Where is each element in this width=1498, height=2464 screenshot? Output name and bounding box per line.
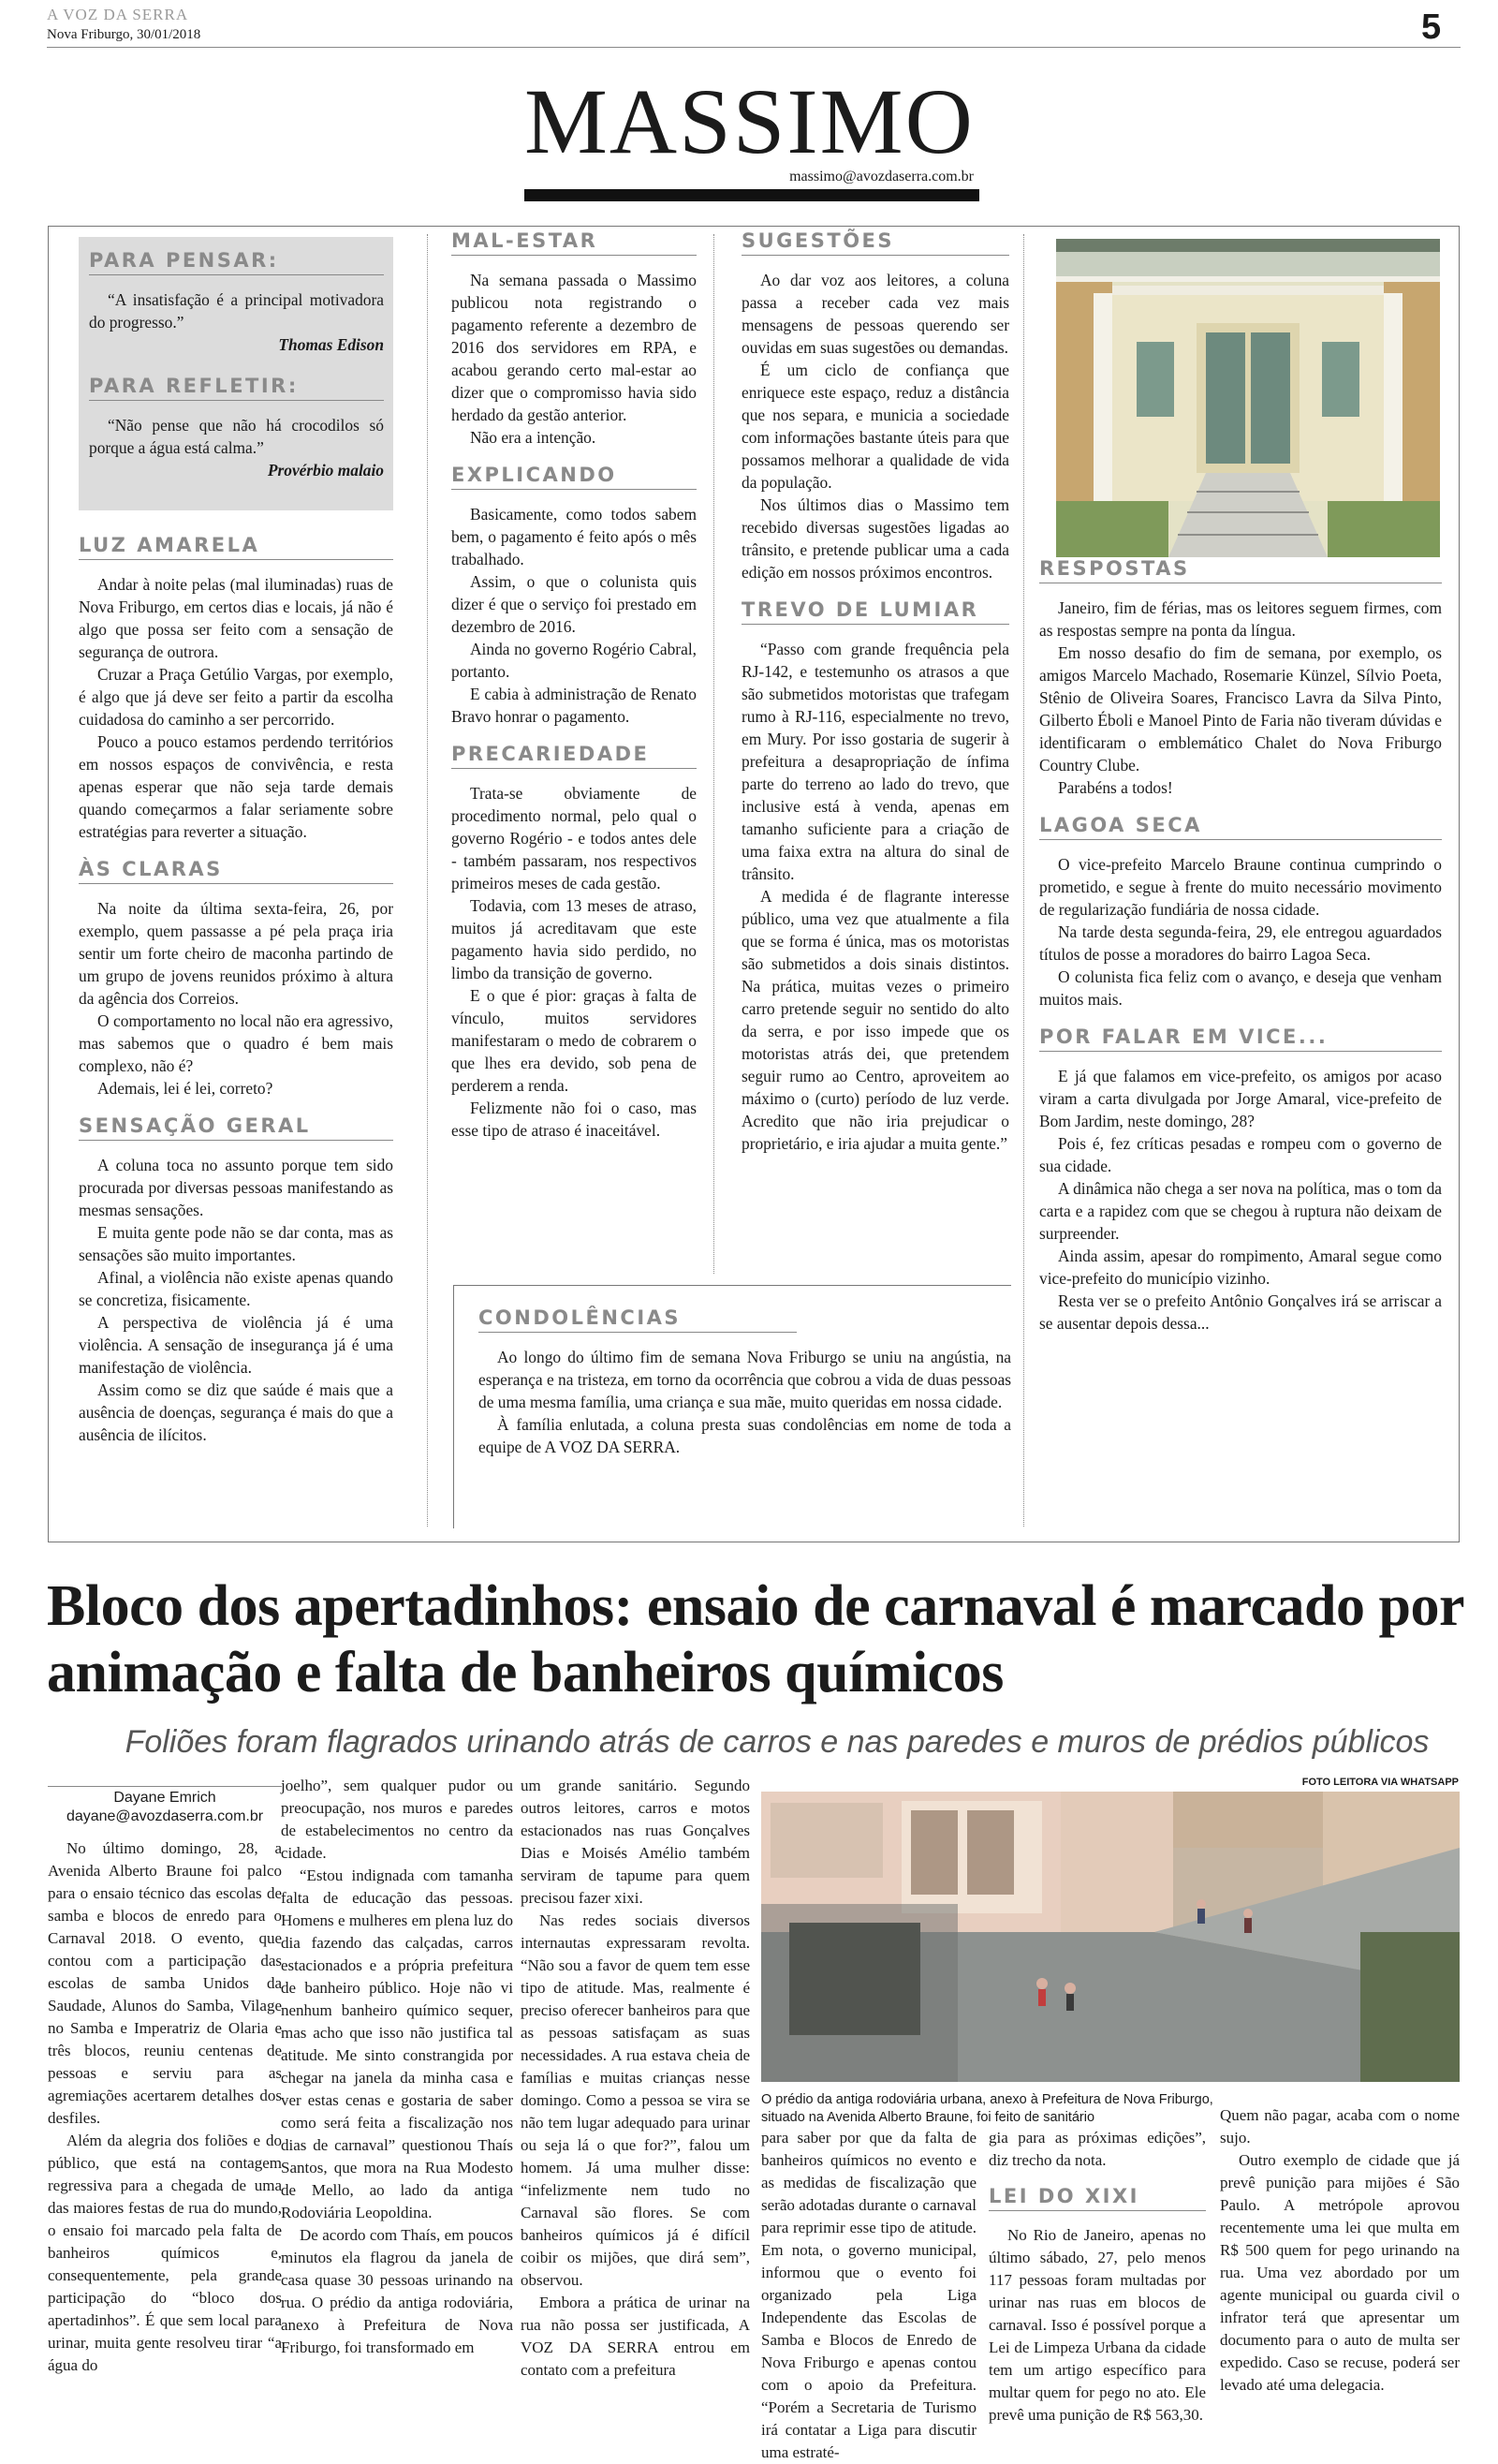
article-col-4 [761,2127,977,2464]
author-name: Dayane Emrich [113,1790,216,1806]
quote-section-pensar [89,249,384,481]
quote-text: “A insatisfação é a principal motivadora do progresso.” [89,290,384,332]
paragraph: A coluna toca no assunto porque tem sido procurada por diversas pessoas manifestando as mesmas sensações. [79,1156,393,1219]
paragraph: Ainda no governo Rogério Cabral, portanto. [451,640,697,681]
paragraph: Não era a intenção. [470,428,596,447]
paragraph: Pouco a pouco estamos perdendo territórios em nossos espaços de convivência, e resta apenas esperar que não seja tarde demais quando começarmos a falar seriamente sobre estratégias para reverter a situação. [79,732,393,841]
paragraph: Assim como se diz que saúde é mais que a ausência de doenças, segurança é mais do que a ausência de ilícitos. [79,1380,393,1444]
paragraph: Ao longo do último fim de semana Nova Friburgo se uniu na angústia, na esperança e na tristeza, em torno da ocorrência que cobrou a vida de duas pessoas de uma mesma família, uma criança e sua mãe, muito queridas em nossa cidade. [478,1348,1011,1411]
paragraph: Andar à noite pelas (mal iluminadas) ruas de Nova Friburgo, em certos dias e locais, já não é algo que possa ser feito com a sensação de segurança de outrora. [79,575,393,661]
paragraph: Trata-se obviamente de procedimento normal, pelo qual o governo Rogério - e todos antes dele - também passaram, nos respectivos primeiros meses de cada gestão. [451,784,697,893]
paragraph: Outro exemplo de cidade que já prevê punição para mijões é São Paulo. A metrópole aprovou recentemente uma lei que multa em R$ 500 quem for pego urinando na rua. Uma vez abordado por um agente municipal ou guarda civil o infrator terá que apresentar um documento para o auto de multa ser expedido. Caso se recuse, poderá ser levado até uma delegacia. [1220,2151,1460,2394]
section-head: TREVO DE LUMIAR [742,598,1009,625]
paragraph: Resta ver se o prefeito Antônio Gonçalves irá se arriscar a se ausentar depois dessa... [1039,1291,1442,1333]
newspaper-name: A VOZ DA SERRA [47,6,189,23]
paragraph: Ademais, lei é lei, correto? [97,1079,273,1098]
page-number: 5 [1421,7,1442,47]
paragraph: A dinâmica não chega a ser nova na política, mas o tom da carta e a rapidez com que se chegou à ruptura não deixam de surpreender. [1039,1179,1442,1243]
section-head: LAGOA SECA [1039,814,1442,840]
paragraph: De acordo com Thaís, em poucos minutos ela flagrou da janela de casa quase 30 pessoas urinando na rua. O prédio da antiga rodoviária, anexo à Prefeitura de Nova Friburgo, foi transformado em [281,2226,513,2356]
section-head: LEI DO XIXI [989,2185,1206,2211]
paragraph: Basicamente, como todos sabem bem, o pagamento é feito após o mês trabalhado. [451,505,697,568]
paragraph: A perspectiva de violência já é uma violência. A sensação de insegurança já é uma manifestação de violência. [79,1313,393,1377]
paragraph: E muita gente pode não se dar conta, mas as sensações são muito importantes. [79,1223,393,1264]
section-head: PARA PENSAR: [89,249,384,275]
author-email: dayane@avozdaserra.com.br [66,1808,264,1824]
paragraph: Felizmente não foi o caso, mas esse tipo de atraso é inaceitável. [451,1099,697,1140]
paragraph: A medida é de flagrante interesse público, uma vez que atualmente a fila que se forma é única, mas os motoristas são submetidos a dois sinais distintos. Na prática, muitas vezes o primeiro carro pretende seguir no sentido do alto da serra, e por isso impede que os motoristas atrás dei, que pretendem seguir rumo ao Centro, aproveitem ao máximo o (curto) período de luz verde. Acredito que não iria prejudicar o proprietário, e iria ajudar a muita gente.” [742,887,1009,1153]
paragraph: Quem não pagar, acaba com o nome sujo. [1220,2106,1460,2147]
column-1-body [79,534,393,1446]
section-head: POR FALAR EM VICE... [1039,1025,1442,1052]
paragraph: E cabia à administração de Renato Bravo honrar o pagamento. [451,685,697,726]
paragraph: “Passo com grande frequência pela RJ-142, e testemunho os atrasos a que são submetidos motoristas que trafegam rumo à RJ-116, especialmente no trevo, em Mury. Por isso gostaria de sugerir à prefeitura a desapropriação de ínfima parte do terreno ao lado do trevo, que inclusive está à venda, apenas em tamanho suficiente para a criação de uma faixa extra na altura do sinal de trânsito. [742,640,1009,883]
paragraph: Pois é, fez críticas pesadas e rompeu com o governo de sua cidade. [1039,1134,1442,1175]
bus-station-photo [761,1792,1460,2082]
quote-author: Provérbio malaio [267,461,384,480]
column-3-body [742,229,1009,1155]
header-rule [47,47,1461,48]
paragraph: Parabéns a todos! [1058,778,1173,797]
article-col-3 [521,1775,750,2382]
paragraph: Cruzar a Praça Getúlio Vargas, por exemplo, é algo que já deve ser feito a partir da escolha cuidadosa do caminho a ser percorrido. [79,665,393,729]
article-col-2 [281,1775,513,2359]
paragraph: O comportamento no local não era agressivo, mas sabemos que o quadro é bem mais complexo, não é? [79,1011,393,1075]
paragraph: É um ciclo de confiança que enriquece este espaço, reduz a distância que nos separa, e municia a sociedade com informações bastante úteis para que possamos melhorar a qualidade de vida da população. [742,361,1009,492]
article-col-1 [48,1837,282,2377]
paragraph: No Rio de Janeiro, apenas no último sábado, 27, pelo menos 117 pessoas foram multadas por urinar nas ruas em blocos de carnaval. Isso é possível porque a Lei de Limpeza Urbana da cidade tem um artigo específico para multar quem for pego no ato. Ele prevê uma punição de R$ 563,30. [989,2226,1206,2424]
paragraph: um grande sanitário. Segundo outros leitores, carros e motos estacionados nas ruas Gonçalves Dias e Moisés Amélio também serviram de tapume para quem precisou fazer xixi. [521,1777,750,1907]
article-subheadline: Foliões foram flagrados urinando atrás de carros e nas paredes e muros de prédios públicos [125,1724,1430,1760]
section-head: CONDOLÊNCIAS [478,1306,797,1333]
column-divider [427,234,428,1527]
article-col-6 [1220,2104,1460,2397]
paragraph: Ainda assim, apesar do rompimento, Amaral segue como vice-prefeito do município vizinho. [1039,1247,1442,1288]
masthead-bar [524,189,979,201]
paragraph: Nas redes sociais diversos internautas expressaram revolta. “Não sou a favor de quem tem esse tipo de atitude. Mas, realmente é preciso oferecer banheiros para que as pessoas satisfaçam as suas necessidades. A rua estava cheia de famílias e muitas crianças nesse domingo. Como a pessoa se vira se não tem lugar adequado para urinar ou seja lá o que for?”, falou um homem. Já uma mulher disse: “infelizmente nem tudo no Carnaval são flores. Se com banheiros químicos já é difícil coibir os mijões, que dirá sem”, observou. [521,1911,750,2289]
column-divider [713,234,714,1274]
article-col-5 [989,2127,1206,2427]
section-head: EXPLICANDO [451,464,697,490]
column-title: MASSIMO [524,69,975,173]
section-head: MAL-ESTAR [451,229,697,256]
section-head: ÀS CLARAS [79,858,393,884]
quote-author: Thomas Edison [278,335,384,354]
paragraph: E o que é pior: graças à falta de vínculo, muitos servidores manifestaram o medo de cobrarem o que lhes era devido, sob pena de perderem a renda. [451,986,697,1095]
edition-date: Nova Friburgo, 30/01/2018 [47,27,201,42]
quote-text: “Não pense que não há crocodilos só porque a água está calma.” [89,416,384,457]
paragraph: Na noite da última sexta-feira, 26, por exemplo, quem passasse a pé pela praça iria sentir um forte cheiro de maconha partindo de um grupo de jovens reunidos próximo à altura da agência dos Correios. [79,899,393,1008]
paragraph: Embora a prática de urinar na rua não possa ser justificada, A VOZ DA SERRA entrou em contato com a prefeitura [521,2294,750,2379]
paragraph: “Estou indignada com tamanha falta de educação das pessoas. Homens e mulheres em plena luz do dia fazendo das calçadas, carros estacionados e a própria prefeitura de banheiro público. Hoje não vi nenhum banheiro químico sequer, mas acho que isso não justifica tal atitude. Me sinto constrangida por chegar na janela da minha casa e ver estas cenas e gostaria de saber como será feita a fiscalização nos dias de carnaval” questionou Thaís Santos, que mora na Rua Modesto de Mello, ao lado da antiga Rodoviária Leopoldina. [281,1866,513,2221]
section-head: PARA REFLETIR: [89,375,384,401]
paragraph: E já que falamos em vice-prefeito, os amigos por acaso viram a carta divulgada por Jorge Amaral, vice-prefeito de Bom Jardim, neste domingo, 28? [1039,1067,1442,1130]
byline [48,1786,282,1826]
section-head: PRECARIEDADE [451,743,697,769]
paragraph: Na tarde desta segunda-feira, 29, ele entregou aguardados títulos de posse a moradores do bairro Lagoa Seca. [1039,922,1442,964]
section-head: LUZ AMARELA [79,534,393,560]
photo-caption: O prédio da antiga rodoviária urbana, anexo à Prefeitura de Nova Friburgo, situado na Avenida Alberto Braune, foi feito de sanitário [761,2092,1213,2125]
section-head: SUGESTÕES [742,229,1009,256]
paragraph: Na semana passada o Massimo publicou nota registrando o pagamento referente a dezembro de 2016 dos servidores em RPA, e acabou gerando certo mal-estar ao dizer que o compromisso havia sido herdado da gestão anterior. [451,271,697,424]
column-2-body [451,229,697,1142]
condolences-box [453,1285,1011,1528]
column-4-body [1039,557,1442,1335]
article-headline: Bloco dos apertadinhos: ensaio de carnaval é marcado por animação e falta de banheiros químicos [47,1574,1463,1704]
paragraph: gia para as próximas edições”, diz trecho da nota. [989,2129,1206,2169]
paragraph: Ao dar voz aos leitores, a coluna passa a receber cada vez mais mensagens de pessoas querendo ser ouvidas em suas sugestões ou demandas. [742,271,1009,357]
column-divider [1023,234,1024,1527]
paragraph: Nos últimos dias o Massimo tem recebido diversas sugestões ligadas ao trânsito, e pretende publicar uma a cada edição em nossos próximos encontros. [742,495,1009,582]
paragraph: Afinal, a violência não existe apenas quando se concretiza, fisicamente. [79,1268,393,1309]
chalet-photo [1056,239,1440,557]
column-email: massimo@avozdaserra.com.br [789,169,974,184]
paragraph: No último domingo, 28, a Avenida Alberto Braune foi palco para o ensaio técnico das escolas de samba e blocos de enredo para o Carnaval 2018. O evento, que contou com a participação das escolas de samba Unidos da Saudade, Alunos do Samba, Vilage no Samba e Imperatriz de Olaria e três blocos, reuniu centenas de pessoas e serviu para as agremiações acertarem detalhes dos desfiles. [48,1839,282,2127]
paragraph: Assim, o que o colunista quis dizer é que o serviço foi prestado em dezembro de 2016. [451,572,697,636]
photo-credit: FOTO LEITORA VIA WHATSAPP [1301,1777,1459,1788]
paragraph: Em nosso desafio do fim de semana, por exemplo, os amigos Marcelo Machado, Rosemarie Künzel, Sílvio Poeta, Stênio de Oliveira Soares, Francisco Lavra da Silva Pinto, Gilberto Éboli e Manoel Pinto de Faria não tiveram dúvidas e identificaram o emblemático Chalet do Nova Friburgo Country Clube. [1039,643,1442,775]
paragraph: Além da alegria dos foliões e do público, que está na contagem regressiva para a chegada de uma das maiores festas de rua do mundo, o ensaio foi marcado pela falta de banheiros químicos e, consequentemente, pela grande participação do “bloco dos apertadinhos”. É que sem local para urinar, muita gente resolveu tirar “a água do [48,2132,282,2374]
paragraph: O vice-prefeito Marcelo Braune continua cumprindo o prometido, e segue à frente do muito necessário movimento de regularização fundiária de nossa cidade. [1039,855,1442,919]
paragraph: Janeiro, fim de férias, mas os leitores seguem firmes, com as respostas sempre na ponta da língua. [1039,598,1442,640]
paragraph: À família enlutada, a coluna presta suas condolências em nome de toda a equipe de A VOZ DA SERRA. [478,1415,1011,1456]
paragraph: Todavia, com 13 meses de atraso, muitos já acreditavam que este pagamento havia sido perdido, no limbo da transição de governo. [451,896,697,982]
paragraph: para saber por que da falta de banheiros químicos no evento e as medidas de fiscalização que serão adotadas durante o carnaval para reprimir esse tipo de atitude. Em nota, o governo municipal, informou que o evento foi organizado pela Liga Independente das Escolas de Samba e Blocos de Enredo de Nova Friburgo e apenas contou com o apoio da Prefeitura. “Porém a Secretaria de Turismo irá contatar a Liga para discutir uma estraté- [761,2129,977,2461]
paragraph: joelho”, sem qualquer pudor ou preocupação, nos muros e paredes de estabelecimentos no centro da cidade. [281,1777,513,1862]
section-head: RESPOSTAS [1039,557,1442,583]
section-head: SENSAÇÃO GERAL [79,1114,393,1141]
paragraph: O colunista fica feliz com o avanço, e deseja que venham muitos mais. [1039,967,1442,1009]
